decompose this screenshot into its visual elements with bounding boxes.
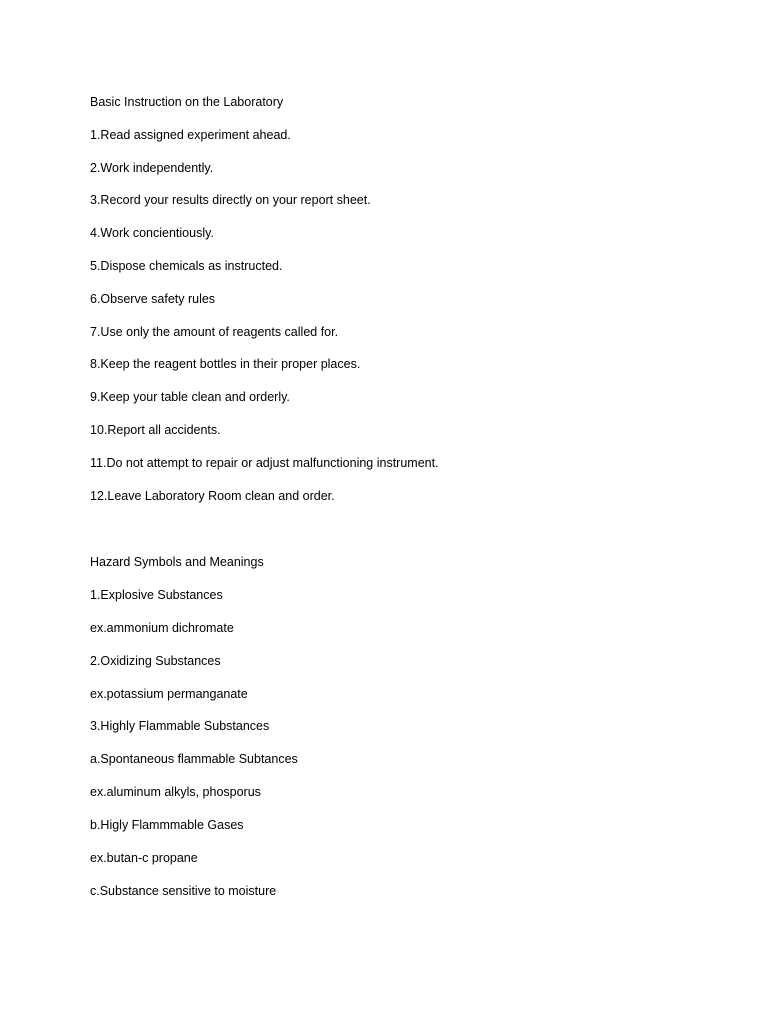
list-item: ex.ammonium dichromate xyxy=(90,621,234,635)
list-item: 5.Dispose chemicals as instructed. xyxy=(90,259,283,273)
section-heading-hazard-symbols: Hazard Symbols and Meanings xyxy=(90,555,264,569)
list-item: 8.Keep the reagent bottles in their proper places. xyxy=(90,357,361,371)
list-item: ex.potassium permanganate xyxy=(90,687,248,701)
list-item: c.Substance sensitive to moisture xyxy=(90,884,277,898)
list-item: 6.Observe safety rules xyxy=(90,292,216,306)
list-item: 3.Highly Flammable Substances xyxy=(90,719,270,733)
list-item: a.Spontaneous flammable Subtances xyxy=(90,752,298,766)
list-item: 2.Work independently. xyxy=(90,161,214,175)
list-item: 12.Leave Laboratory Room clean and order. xyxy=(90,489,335,503)
list-item: ex.aluminum alkyls, phosporus xyxy=(90,785,261,799)
list-item: 10.Report all accidents. xyxy=(90,423,221,437)
list-item: ex.butan-c propane xyxy=(90,851,198,865)
list-item: 7.Use only the amount of reagents called for. xyxy=(90,325,339,339)
list-item: 4.Work concientiously. xyxy=(90,226,214,240)
list-item: 9.Keep your table clean and orderly. xyxy=(90,390,290,404)
list-item: 2.Oxidizing Substances xyxy=(90,654,221,668)
section-heading-lab-instructions: Basic Instruction on the Laboratory xyxy=(90,95,284,109)
list-item: 11.Do not attempt to repair or adjust malfunctioning instrument. xyxy=(90,456,439,470)
list-item: b.Higly Flammmable Gases xyxy=(90,818,244,832)
list-item: 1.Read assigned experiment ahead. xyxy=(90,128,291,142)
list-item: 1.Explosive Substances xyxy=(90,588,223,602)
list-item: 3.Record your results directly on your report sheet. xyxy=(90,193,371,207)
